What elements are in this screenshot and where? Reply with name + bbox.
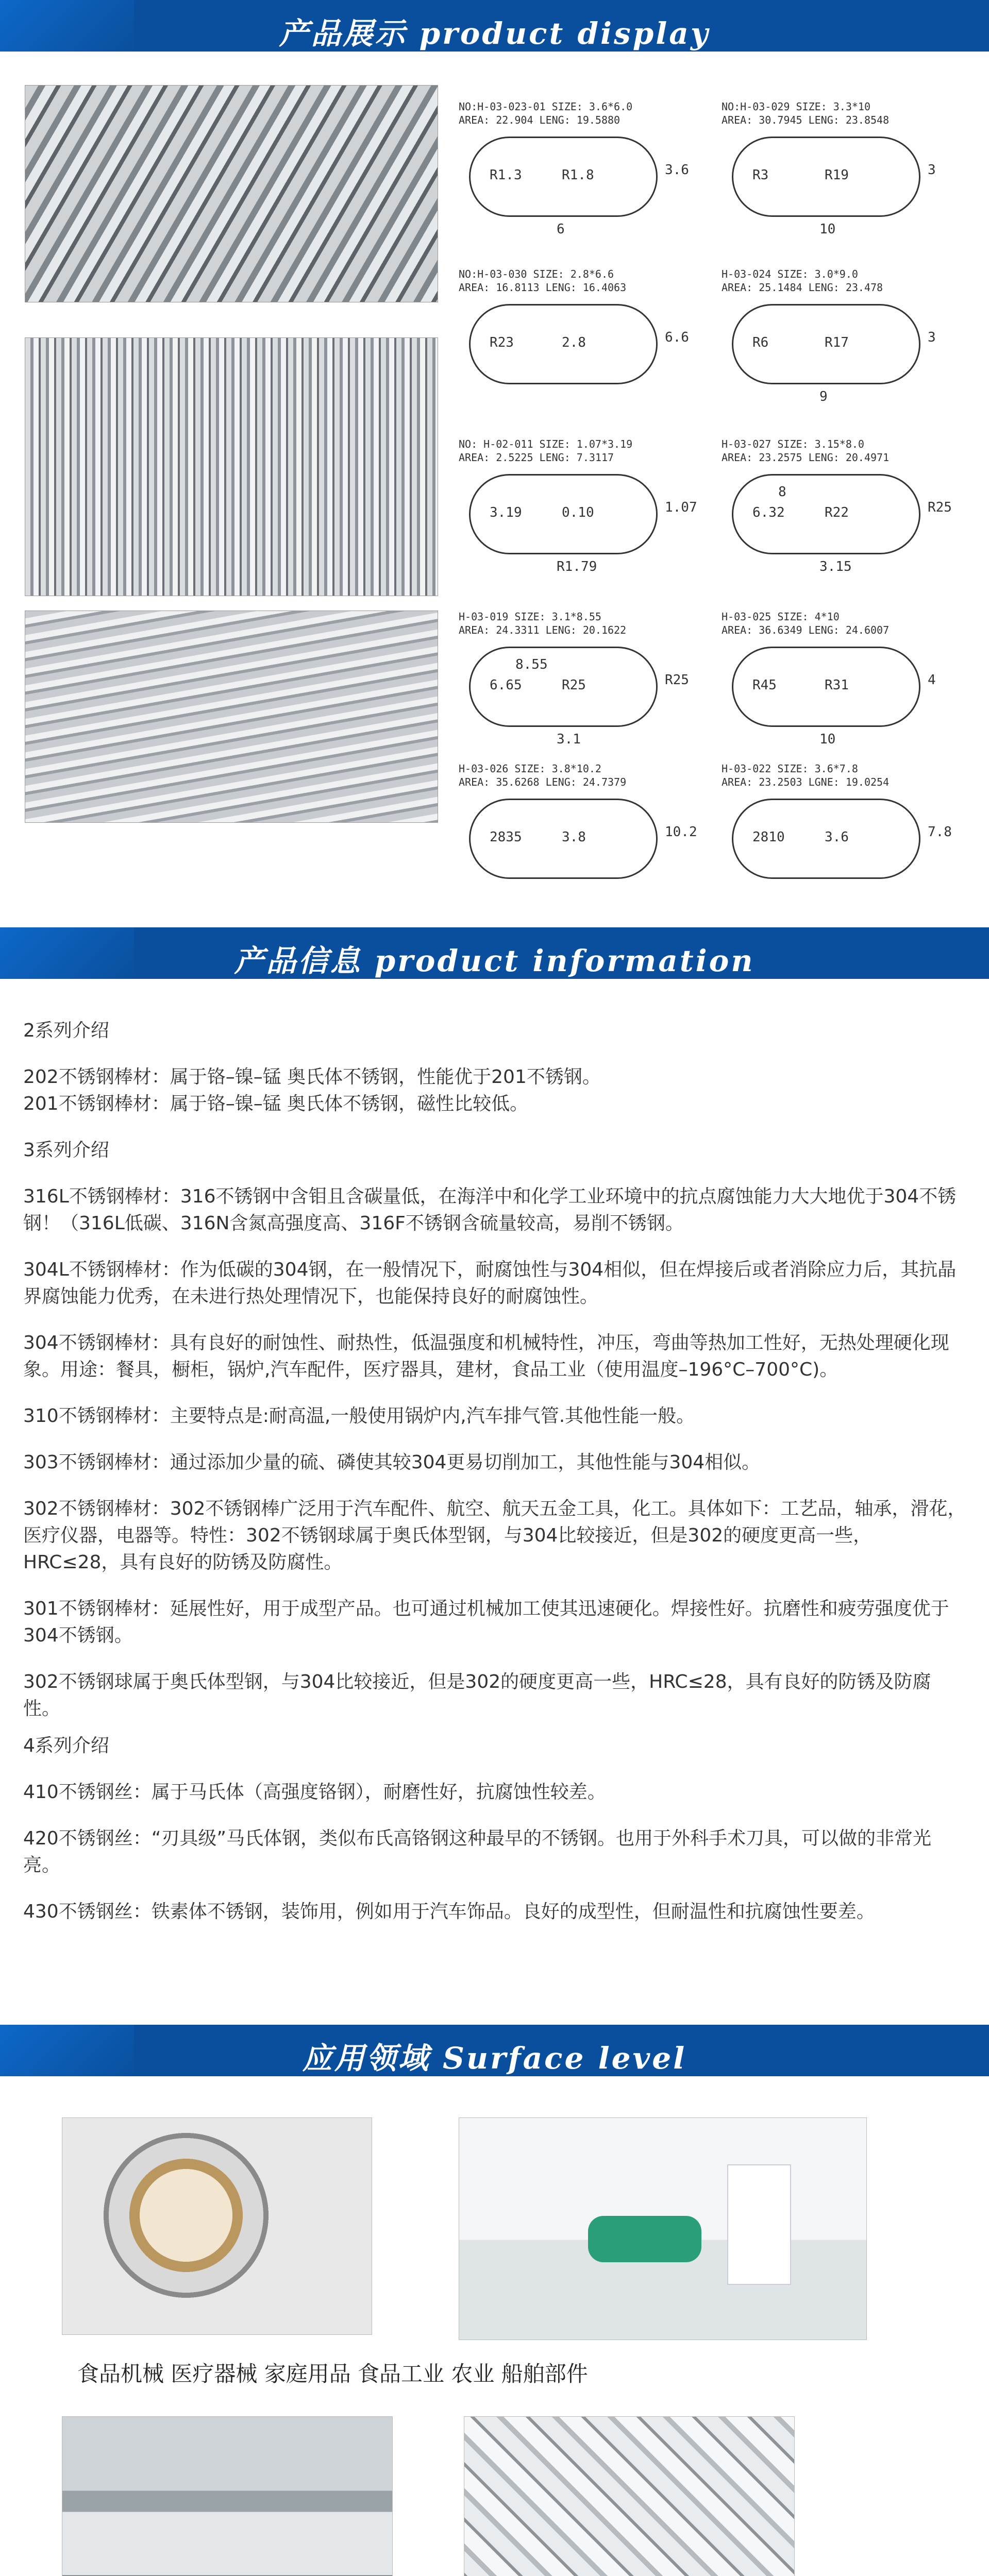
profile-area: AREA: 35.6268 LENG: 24.7379 [459,776,627,788]
profile-id: H-03-026 SIZE: 3.8*10.2 [459,762,601,775]
profile-dimension: 3 [928,330,936,345]
profile-area: AREA: 36.6349 LENG: 24.6007 [722,624,890,636]
profile-dimension: 10 [819,222,836,237]
banner-application [0,2025,989,2076]
profile-id: H-03-022 SIZE: 3.6*7.8 [722,762,858,775]
profile-dimension: R22 [825,505,849,520]
info-302: 302不锈钢棒材：302不锈钢棒广泛用于汽车配件、航空、航天五金工具，化工。具体如下：工艺品，轴承，滑花，医疗仪器，电器等。特性：302不锈钢球属于奥氏体型钢，与304比较接近，但是302的硬度更高一些，HRC≤28，具有良好的防锈及防腐性。 [23,1498,966,1573]
series-title: 3系列介绍 [23,1140,109,1161]
profile-dimension: 4 [928,672,936,688]
profile-dimension: 10.2 [665,824,697,840]
profile-dimension: R45 [752,677,777,693]
profile-dimension: 3.15 [819,559,852,574]
profile-area: AREA: 23.2503 LGNE: 19.0254 [722,776,890,788]
profile-dimension: 3.8 [562,829,586,845]
profile-dimension: 3 [928,162,936,178]
info-303: 303不锈钢棒材：通过添加少量的硫、磷使其较304更易切削加工，其他性能与304相似。 [23,1452,761,1473]
series-title: 2系列介绍 [23,1020,109,1041]
profile-dimension: R25 [928,500,952,515]
series-title: 4系列介绍 [23,1735,109,1756]
profile-cell [722,268,969,417]
info-302-ball: 302不锈钢球属于奥氏体型钢，与304比较接近，但是302的硬度更高一些，HRC≤28，具有良好的防锈及防腐性。 [23,1671,931,1719]
profile-cell [459,100,706,250]
profile-dimension: 2835 [490,829,522,845]
usage-photo-watch-band [464,2416,795,2576]
usage-caption-1: 食品机械 医疗器械 家庭用品 食品工业 农业 船舶部件 [77,2361,588,2386]
profile-area: AREA: 22.904 LENG: 19.5880 [459,114,621,126]
profile-id: NO:H-03-030 SIZE: 2.8*6.6 [459,268,614,280]
profile-area: AREA: 24.3311 LENG: 20.1622 [459,624,627,636]
profile-dimension: 6.65 [490,677,522,693]
info-301: 301不锈钢棒材：延展性好，用于成型产品。也可通过机械加工使其迅速硬化。焊接性好。抗磨性和疲劳强度优于304不锈钢。 [23,1598,949,1646]
profile-dimension: 8 [778,484,786,500]
product-photo-wire-coils [25,337,438,596]
banner-product-info [0,927,989,979]
profile-id: NO:H-03-023-01 SIZE: 3.6*6.0 [459,100,633,113]
profile-dimension: R31 [825,677,849,693]
info-202: 202不锈钢棒材：属于铬–镍–锰 奥氏体不锈钢，性能优于201不锈钢。 [23,1066,601,1088]
info-201: 201不锈钢棒材：属于铬–镍–锰 奥氏体不锈钢，磁性比较低。 [23,1093,529,1114]
profile-area: AREA: 25.1484 LENG: 23.478 [722,281,883,294]
profile-dimension: R19 [825,167,849,183]
profile-dimension: 2.8 [562,335,586,350]
profile-dimension: 1.07 [665,500,697,515]
profile-dimension: 3.1 [557,732,581,747]
profile-dimension: R25 [665,672,689,688]
profile-dimension: 0.10 [562,505,594,520]
info-430: 430不锈钢丝：铁素体不锈钢，装饰用，例如用于汽车饰品。良好的成型性，但耐温性和抗腐蚀性要差。 [23,1901,875,1922]
section-title: 产品信息 product information [234,943,755,978]
profile-area: AREA: 23.2575 LENG: 20.4971 [722,451,890,464]
info-316l: 316L不锈钢棒材：316不锈钢中含钼且含碳量低，在海洋中和化学工业环境中的抗点腐蚀能力大大地优于304不锈钢！（316L低碳、316N含氮高强度高、316F不锈钢含硫量较高，易削不锈钢。 [23,1186,957,1234]
usage-photo-watch [62,2117,372,2335]
profile-dimension: 6 [557,222,565,237]
profile-id: H-03-019 SIZE: 3.1*8.55 [459,611,601,623]
profile-dimension: 9 [819,389,828,404]
profile-dimension: R1.79 [557,559,597,574]
profile-dimension: 2810 [752,829,785,845]
profile-dimension: 3.6 [825,829,849,845]
info-304l: 304L不锈钢棒材：作为低碳的304钢，在一般情况下，耐腐蚀性与304相似，但在焊接后或者消除应力后，其抗晶界腐蚀能力优秀，在未进行热处理情况下，也能保持良好的耐腐蚀性。 [23,1259,957,1307]
profile-cell [459,611,706,760]
usage-photo-dental [459,2117,867,2340]
info-420: 420不锈钢丝：“刃具级”马氏体钢，类似布氏高铬钢这种最早的不锈钢。也用于外科手术刀具，可以做的非常光亮。 [23,1828,932,1876]
profile-cell [722,100,969,250]
cabinet-shape [727,2164,791,2285]
info-310: 310不锈钢棒材：主要特点是:耐高温,一般使用锅炉内,汽车排气管.其他性能一般。 [23,1405,695,1427]
dental-chair-shape [588,2216,701,2262]
profile-id: H-03-027 SIZE: 3.15*8.0 [722,438,864,450]
profile-id: NO:H-03-029 SIZE: 3.3*10 [722,100,870,113]
profile-dimension: R6 [752,335,769,350]
profile-dimension: R23 [490,335,514,350]
info-410: 410不锈钢丝：属于马氏体（高强度铬钢），耐磨性好，抗腐蚀性较差。 [23,1782,606,1803]
section-title: 产品展示 product display [279,16,710,51]
profile-area: AREA: 30.7945 LENG: 23.8548 [722,114,890,126]
profile-id: H-03-025 SIZE: 4*10 [722,611,840,623]
profile-dimension: R1.8 [562,167,594,183]
product-photo-flat-bars [25,85,438,302]
profile-cell [722,611,969,760]
profile-cell [722,762,969,912]
profile-dimension: 7.8 [928,824,952,840]
profile-dimension: R25 [562,677,586,693]
profile-area: AREA: 2.5225 LENG: 7.3117 [459,451,614,464]
product-photo-coil-close [25,611,438,823]
profile-cell [722,438,969,587]
profile-dimension: R1.3 [490,167,522,183]
profile-cell [459,268,706,417]
profile-dimension: 6.32 [752,505,785,520]
profile-area: AREA: 16.8113 LENG: 16.4063 [459,281,627,294]
profile-dimension: 10 [819,732,836,747]
profile-cell [459,438,706,587]
banner-product-display [0,0,989,52]
profile-dimension: 8.55 [515,657,548,672]
usage-photo-kitchen [62,2416,393,2576]
profile-dimension: 6.6 [665,330,689,345]
profile-dimension: R17 [825,335,849,350]
info-304: 304不锈钢棒材：具有良好的耐蚀性、耐热性，低温强度和机械特性，冲压，弯曲等热加工性好，无热处理硬化现象。用途：餐具，橱柜，锅炉,汽车配件，医疗器具，建材，食品工业（使用温度–196°C–700°C)。 [23,1332,949,1380]
section-title: 应用领域 Surface level [302,2041,687,2076]
profile-id: NO: H-02-011 SIZE: 1.07*3.19 [459,438,633,450]
profile-dimension: R3 [752,167,769,183]
profile-id: H-03-024 SIZE: 3.0*9.0 [722,268,858,280]
product-info-text [23,1018,966,1945]
profile-dimension: 3.19 [490,505,522,520]
profile-cell [459,762,706,912]
profile-dimension: 3.6 [665,162,689,178]
